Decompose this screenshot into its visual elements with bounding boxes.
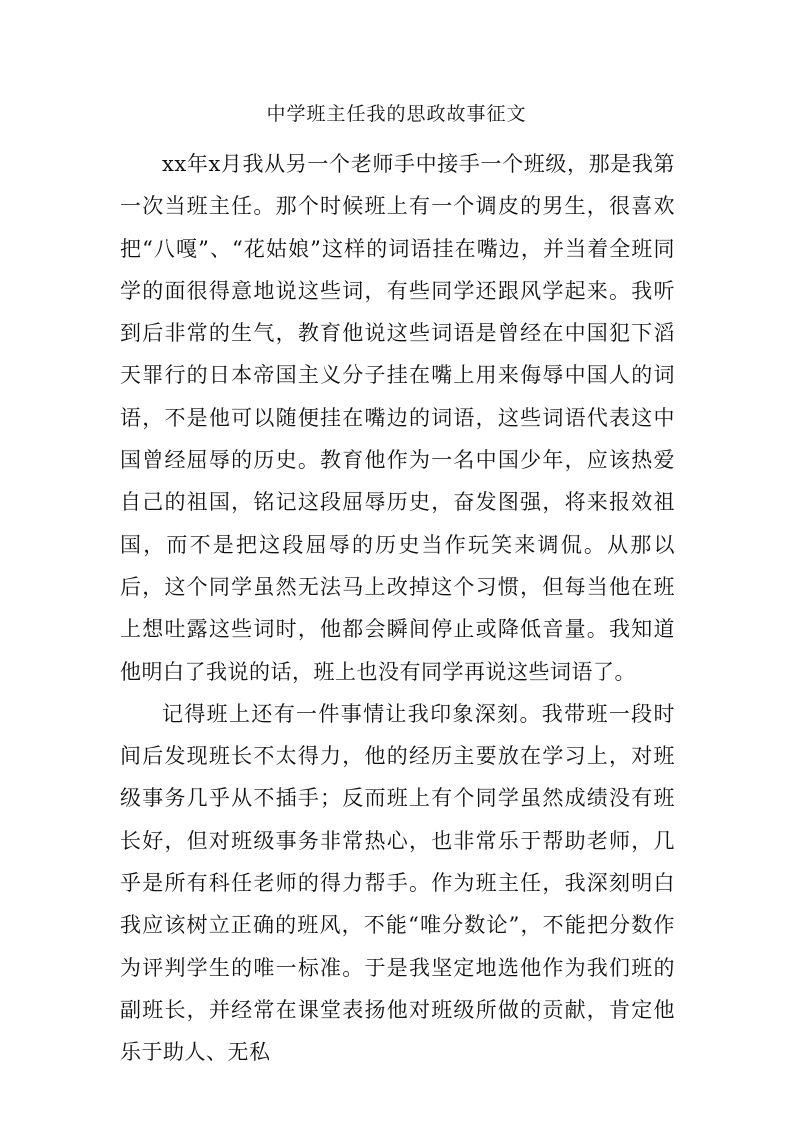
paragraph-1: xx年x月我从另一个老师手中接手一个班级，那是我第一次当班主任。那个时候班上有一个调皮的男生，很喜欢把“八嘎”、“花姑娘”这样的词语挂在嘴边，并当着全班同学的面很得意地说这些词，有些同学还跟风学起来。我听到后非常的生气，教育他说这些词语是曾经在中国犯下滔天罪行的日本帝国主义分子挂在嘴上用来侮辱中国人的词语，不是他可以随便挂在嘴边的词语，这些词语代表这中国曾经屈辱的历史。教育他作为一名中国少年，应该热爱自己的祖国，铭记这段屈辱历史，奋发图强，将来报效祖国，而不是把这段屈辱的历史当作玩笑来调侃。从那以后，这个同学虽然无法马上改掉这个习惯，但每当他在班上想吐露这些词时，他都会瞬间停止或降低音量。我知道他明白了我说的话，班上也没有同学再说这些词语了。 <box>120 152 675 684</box>
paragraph-2: 记得班上还有一件事情让我印象深刻。我带班一段时间后发现班长不太得力，他的经历主要放在学习上，对班级事务几乎从不插手；反而班上有个同学虽然成绩没有班长好，但对班级事务非常热心，也非常乐于帮助老师，几乎是所有科任老师的得力帮手。作为班主任，我深刻明白我应该树立正确的班风，不能“唯分数论”，不能把分数作为评判学生的唯一标准。于是我坚定地选他作为我们班的副班长，并经常在课堂表扬他对班级所做的贡献，肯定他乐于助人、无私 <box>120 701 675 1065</box>
document-body <box>120 143 675 1074</box>
document-title: 中学班主任我的思政故事征文 <box>266 103 527 125</box>
